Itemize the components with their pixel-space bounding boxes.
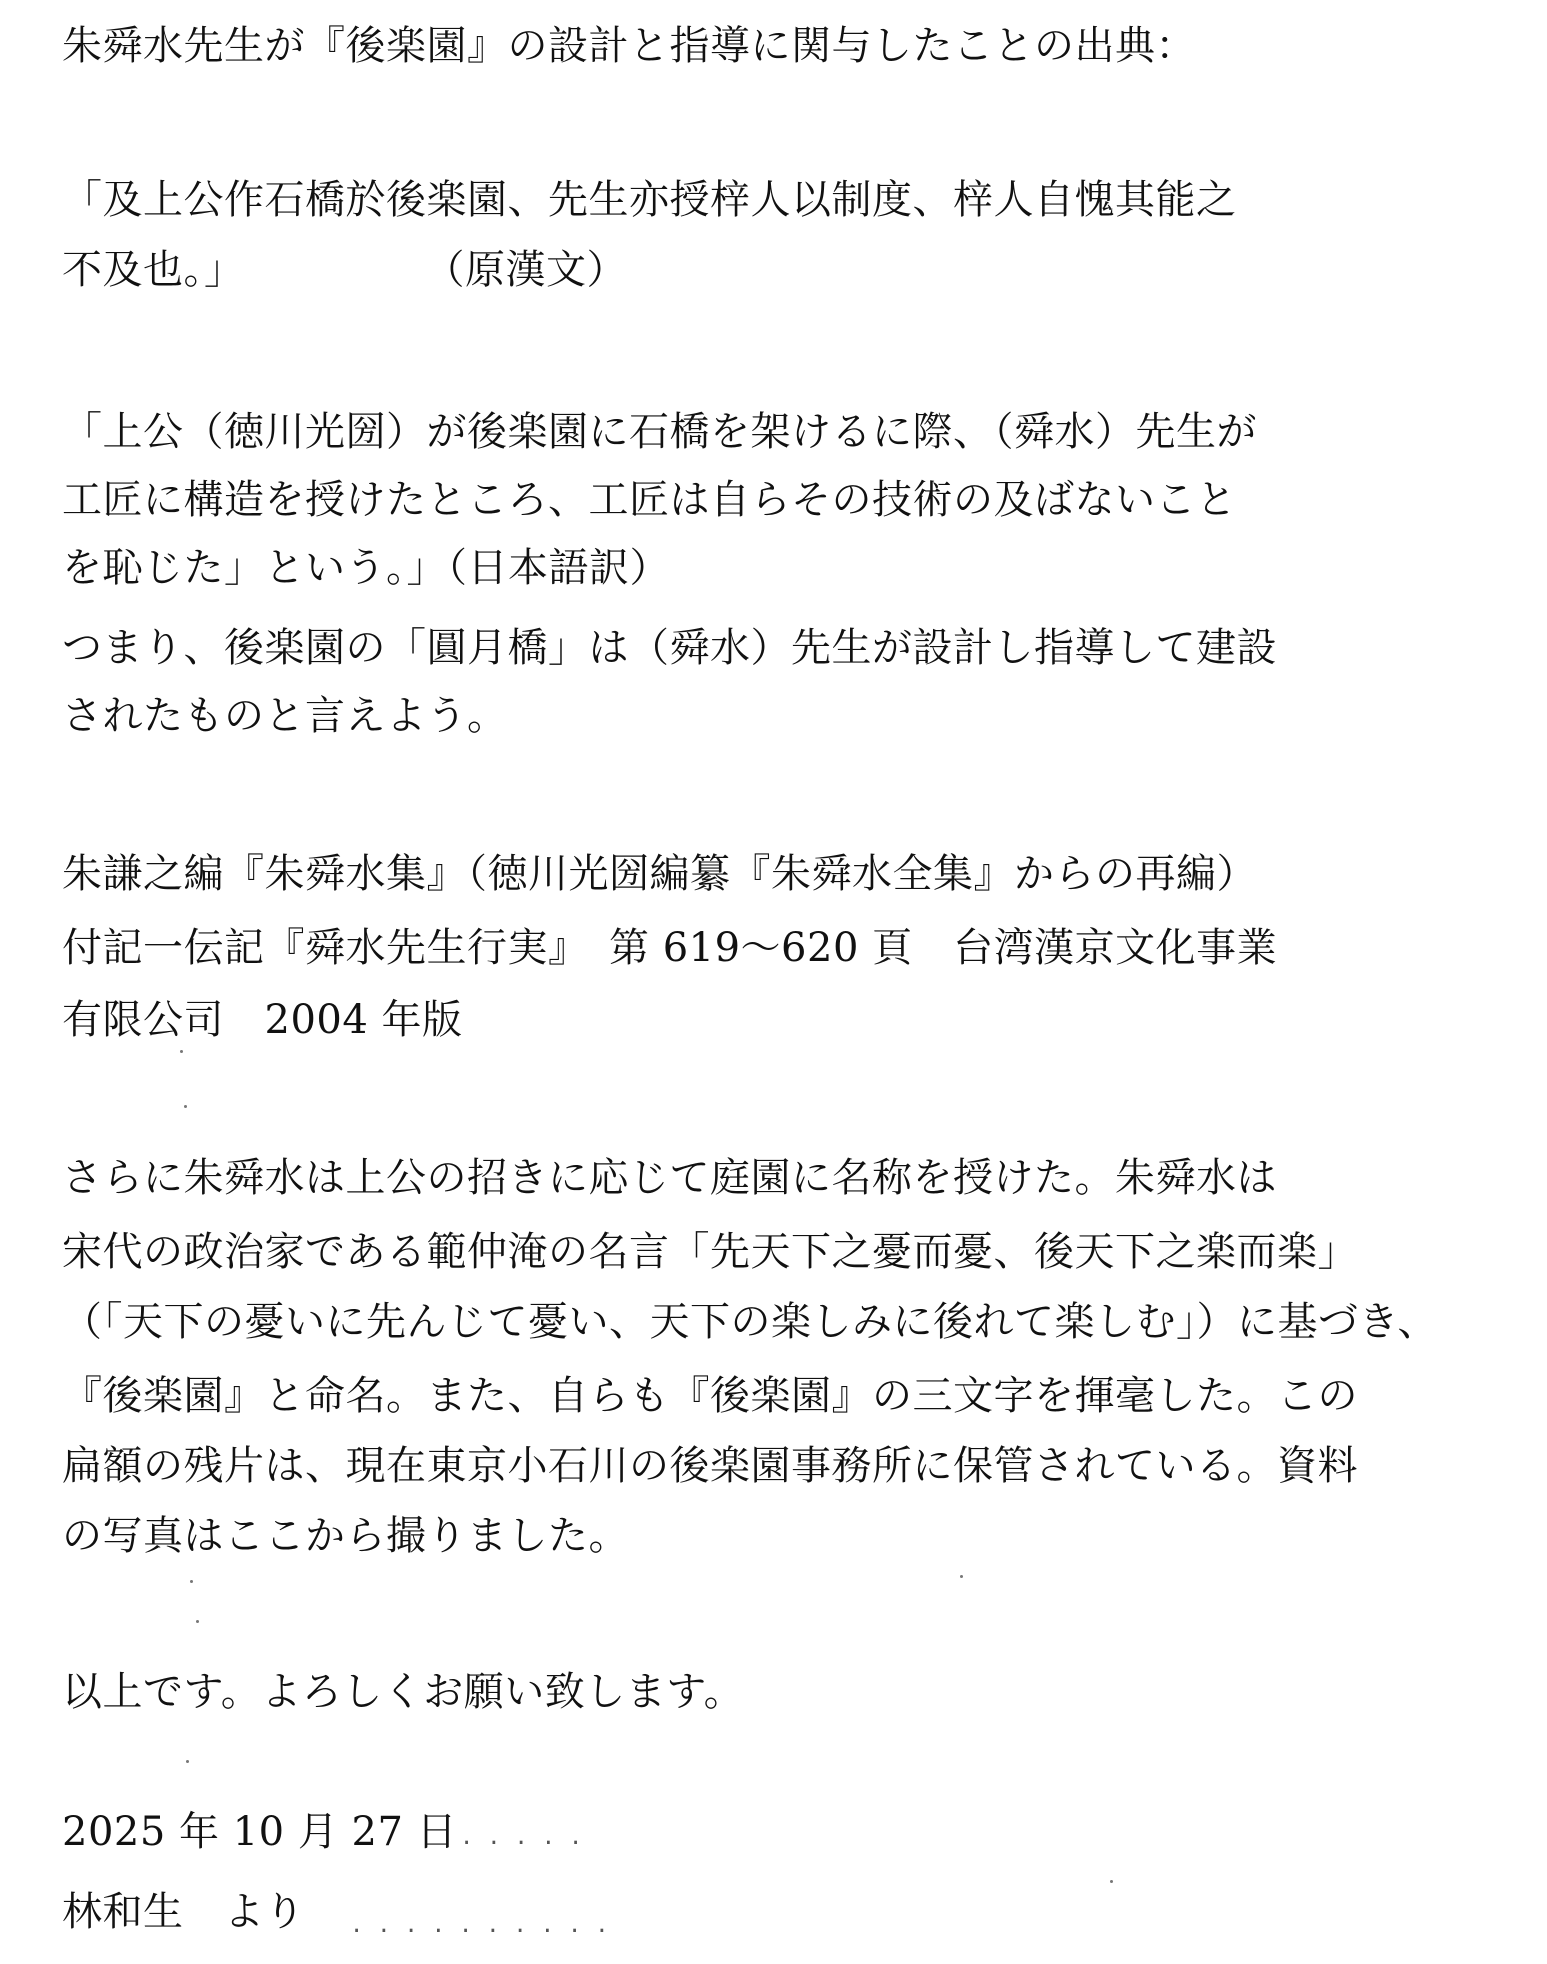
scan-speck bbox=[184, 1105, 187, 1108]
quote-japanese-line-2: 工匠に構造を授けたところ、工匠は自らその技術の及ばないこと bbox=[62, 477, 1237, 523]
reference-line-1: 朱謙之編『朱舜水集』（徳川光圀編纂『朱舜水全集』からの再編） bbox=[62, 851, 1257, 897]
document-signer: 林和生 より bbox=[62, 1889, 305, 1935]
quote-japanese-line-4: つまり、後楽園の「圓月橋」は（舜水）先生が設計し指導して建設 bbox=[62, 625, 1277, 671]
paragraph-line-6: の写真はここから撮りました。 bbox=[62, 1513, 629, 1559]
scan-speck bbox=[180, 1050, 183, 1053]
scan-speck bbox=[1110, 1880, 1113, 1883]
document-date: 2025 年 10 月 27 日 bbox=[62, 1809, 458, 1855]
quote-original-text: 不及也。」 bbox=[62, 247, 245, 293]
scan-dots: ·········· bbox=[350, 1919, 623, 1944]
quote-japanese-line-3: を恥じた」という。」（日本語訳） bbox=[62, 545, 670, 591]
paragraph-line-2: 宋代の政治家である範仲淹の名言「先天下之憂而憂、後天下之楽而楽」 bbox=[62, 1229, 1358, 1275]
scan-speck bbox=[190, 1580, 193, 1583]
quote-japanese-line-5: されたものと言えよう。 bbox=[62, 693, 508, 739]
scan-speck bbox=[196, 1620, 199, 1623]
scan-dots: ····· bbox=[460, 1831, 597, 1856]
scan-speck bbox=[186, 1760, 189, 1763]
closing-remark: 以上です。よろしくお願い致します。 bbox=[62, 1669, 745, 1715]
document-heading: 朱舜水先生が『後楽園』の設計と指導に関与したことの出典： bbox=[62, 23, 1196, 69]
reference-line-3: 有限公司 2004 年版 bbox=[62, 997, 463, 1043]
paragraph-line-3: （「天下の憂いに先んじて憂い、天下の楽しみに後れて楽しむ」）に基づき、 bbox=[62, 1299, 1438, 1345]
quote-original-line-2 bbox=[62, 238, 627, 302]
quote-original-line-1: 「及上公作石橋於後楽園、先生亦授梓人以制度、梓人自愧其能之 bbox=[62, 177, 1237, 223]
paragraph-line-1: さらに朱舜水は上公の招きに応じて庭園に名称を授けた。朱舜水は bbox=[62, 1155, 1277, 1201]
quote-japanese-line-1: 「上公（徳川光圀）が後楽園に石橋を架けるに際、（舜水）先生が bbox=[62, 409, 1257, 455]
reference-line-2: 付記一伝記『舜水先生行実』 第 619～620 頁 台湾漢京文化事業 bbox=[62, 925, 1278, 971]
quote-original-label: （原漢文） bbox=[424, 247, 627, 293]
paragraph-line-5: 扁額の残片は、現在東京小石川の後楽園事務所に保管されている。資料 bbox=[62, 1443, 1358, 1489]
paragraph-line-4: 『後楽園』と命名。また、自らも『後楽園』の三文字を揮毫した。この bbox=[62, 1373, 1358, 1419]
scan-speck bbox=[960, 1575, 963, 1578]
